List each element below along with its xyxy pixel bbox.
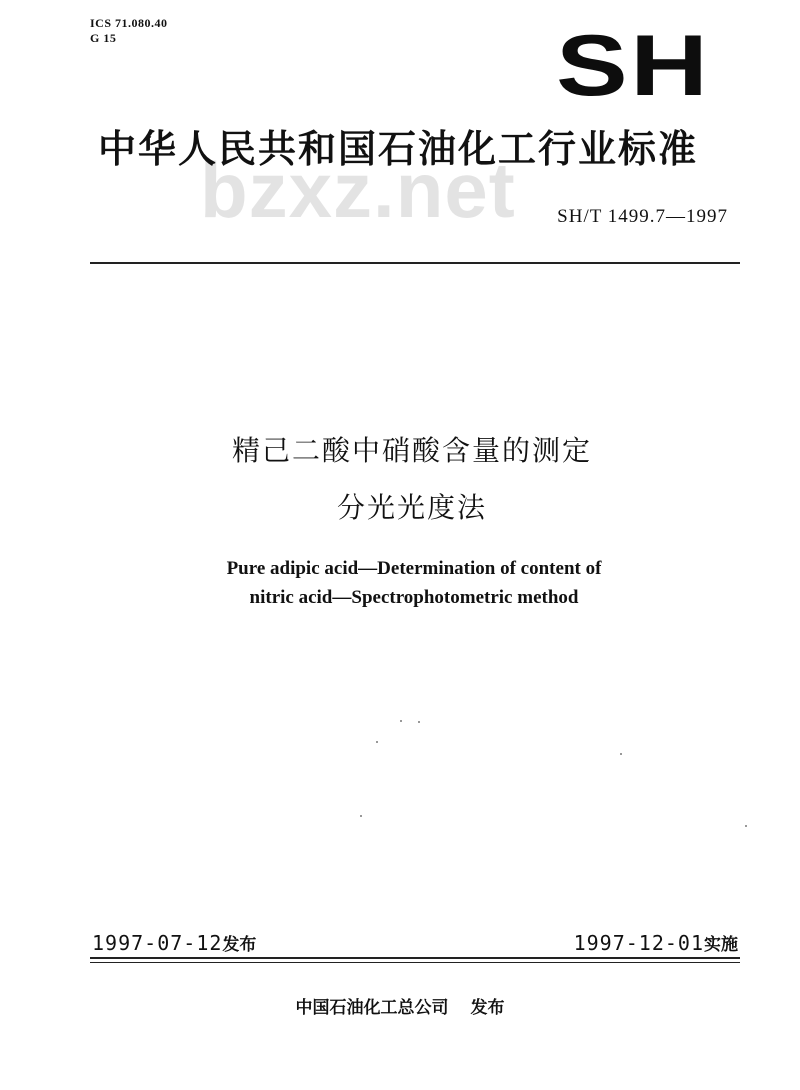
ics-classification: [90, 16, 168, 46]
document-title-en-line2: nitric acid—Spectrophotometric method: [249, 587, 579, 608]
issue-date: [92, 930, 256, 958]
publisher-action: 发布: [470, 998, 505, 1018]
document-title-en-line1: Pure adipic acid—Determination of content of: [226, 558, 602, 579]
scan-speck: [620, 753, 622, 755]
issue-label: 发布: [222, 935, 257, 955]
scan-speck: [418, 721, 420, 723]
ics-code: ICS 71.080.40: [90, 16, 168, 30]
standard-number: SH/T 1499.7—1997: [557, 206, 728, 227]
effective-date-value: 1997-12-01: [573, 931, 704, 955]
ccs-code: G 15: [90, 31, 117, 45]
publisher: [0, 996, 800, 1020]
watermark: bzxz.net: [200, 146, 516, 234]
footer-divider: [90, 957, 740, 959]
document-title-cn-line1: 精己二酸中硝酸含量的测定: [231, 434, 592, 467]
effective-date: [574, 930, 738, 958]
scan-speck: [376, 741, 378, 743]
footer-divider-thin: [90, 962, 740, 963]
scan-speck: [360, 815, 362, 817]
effective-label: 实施: [704, 935, 738, 955]
publisher-name: 中国石油化工总公司: [295, 998, 449, 1018]
standard-title: 中华人民共和国石油化工行业标准: [98, 127, 699, 171]
header-divider: [90, 262, 740, 264]
issue-date-value: 1997-07-12: [92, 931, 223, 955]
sh-logo: SH: [556, 18, 711, 114]
scan-speck: [745, 825, 747, 827]
scan-speck: [400, 720, 402, 722]
document-title-cn-line2: 分光光度法: [336, 491, 487, 524]
